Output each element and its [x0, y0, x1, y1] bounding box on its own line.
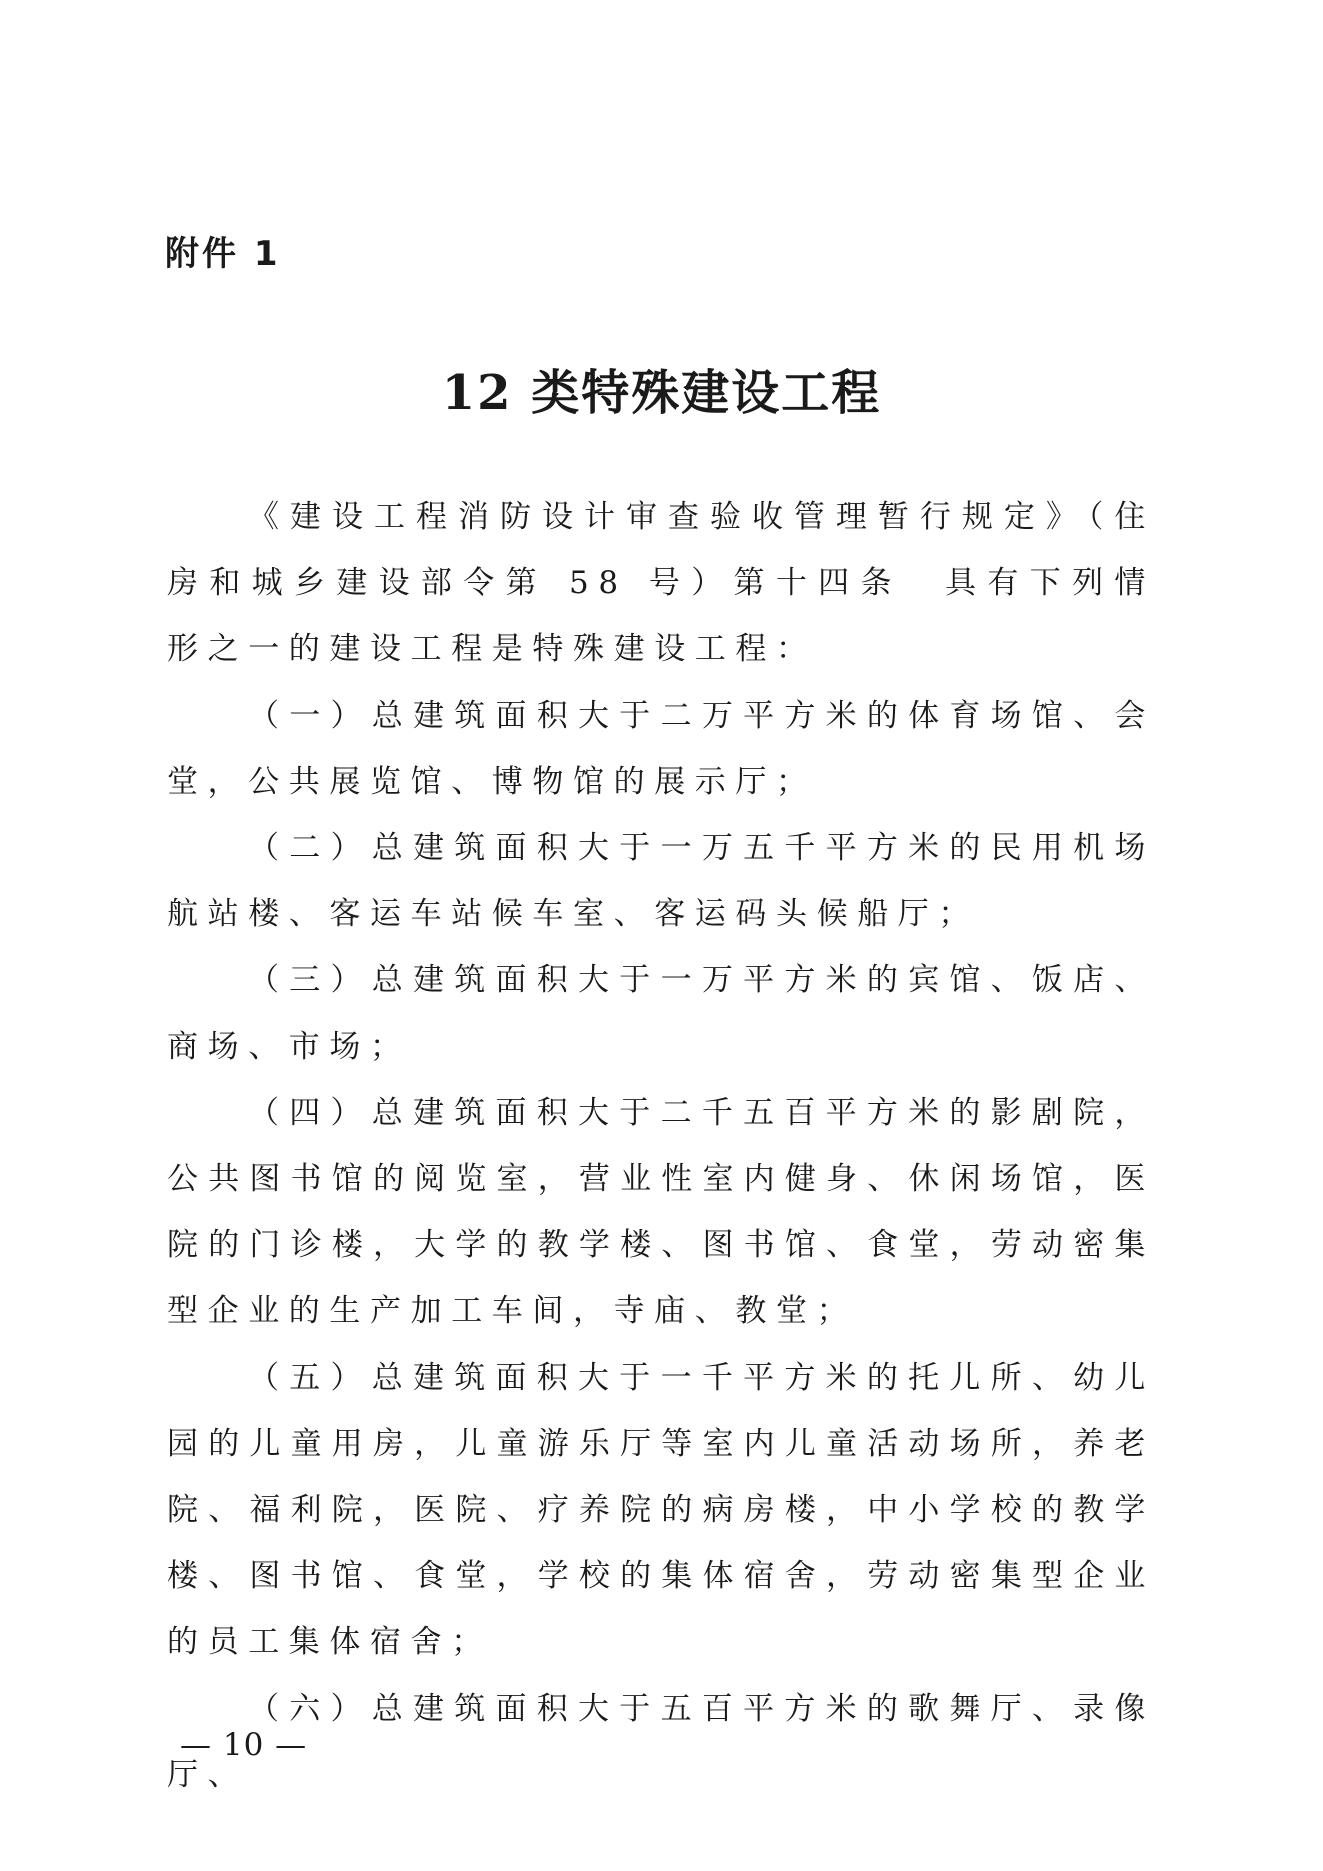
intro-paragraph: 《建设工程消防设计审查验收管理暂行规定》（住房和城乡建设部令第 58 号）第十四条 具有下列情形之一的建设工程是特殊建设工程：	[167, 499, 1155, 668]
document-body	[167, 484, 1155, 1808]
page-number: — 10 —	[180, 1727, 308, 1763]
clause-paragraph-4: （四）总建筑面积大于二千五百平方米的影剧院，公共图书馆的阅览室，营业性室内健身、休闲场馆，医院的门诊楼，大学的教学楼、图书馆、食堂，劳动密集型企业的生产加工车间，寺庙、教堂；	[167, 1094, 1155, 1330]
document-title: 12 类特殊建设工程	[441, 365, 882, 421]
clause-paragraph-1: （一）总建筑面积大于二万平方米的体育场馆、会堂，公共展览馆、博物馆的展示厅；	[167, 697, 1155, 800]
clause-paragraph-6: （六）总建筑面积大于五百平方米的歌舞厅、录像厅、	[167, 1690, 1155, 1793]
attachment-label: 附件 1	[165, 234, 281, 274]
clause-paragraph-2: （二）总建筑面积大于一万五千平方米的民用机场航站楼、客运车站候车室、客运码头候船厅；	[167, 830, 1155, 933]
clause-paragraph-3: （三）总建筑面积大于一万平方米的宾馆、饭店、商场、市场；	[167, 962, 1155, 1065]
clause-paragraph-5: （五）总建筑面积大于一千平方米的托儿所、幼儿园的儿童用房，儿童游乐厅等室内儿童活动场所，养老院、福利院，医院、疗养院的病房楼，中小学校的教学楼、图书馆、食堂，学校的集体宿舍，劳动密集型企业的员工集体宿舍；	[167, 1359, 1155, 1661]
